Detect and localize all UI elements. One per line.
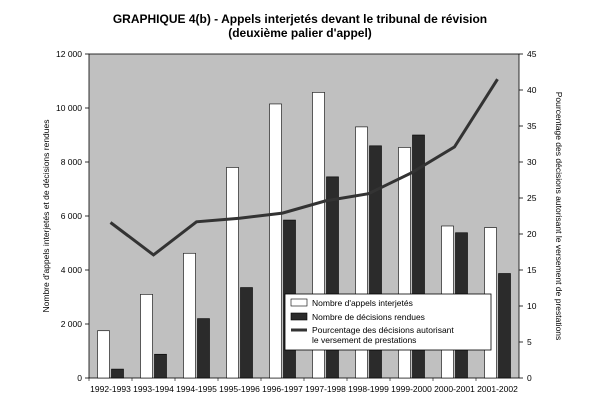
y-tick-label: 6 000	[60, 211, 82, 221]
x-tick-label: 2001-2002	[477, 384, 518, 394]
legend-label-pourcentage-line2: le versement de prestations	[312, 335, 417, 345]
y2-tick-label: 0	[527, 373, 532, 383]
y-axis-label: Nombre d'appels interjetés et de décisions rendues	[41, 119, 51, 313]
y-tick-label: 8 000	[60, 157, 82, 167]
legend-label-pourcentage-line1: Pourcentage des décisions autorisant	[312, 325, 454, 335]
y2-tick-label: 30	[527, 157, 537, 167]
bar-appels-interjetes	[227, 167, 239, 378]
y-tick-label: 10 000	[56, 103, 82, 113]
y2-tick-label: 25	[527, 193, 537, 203]
chart-title: GRAPHIQUE 4(b) - Appels interjetés devant le tribunal de révision	[112, 12, 488, 26]
y-tick-label: 2 000	[60, 319, 82, 329]
legend-swatch-appels	[291, 299, 307, 306]
y2-tick-label: 35	[527, 121, 537, 131]
x-tick-label: 1998-1999	[348, 384, 389, 394]
y2-axis-label: Pourcentage des décisions autorisant le versement de prestations	[554, 91, 564, 341]
bar-decisions-rendues	[241, 288, 253, 378]
x-tick-label: 1994-1995	[176, 384, 217, 394]
y2-tick-label: 10	[527, 301, 537, 311]
bar-decisions-rendues	[155, 354, 167, 378]
y2-tick-label: 45	[527, 49, 537, 59]
x-tick-label: 1995-1996	[219, 384, 260, 394]
y2-tick-label: 20	[527, 229, 537, 239]
y2-tick-label: 5	[527, 337, 532, 347]
legend-label-decisions: Nombre de décisions rendues	[312, 312, 425, 322]
x-tick-label: 1993-1994	[133, 384, 174, 394]
chart-subtitle: (deuxième palier d'appel)	[228, 26, 372, 40]
x-tick-label: 1999-2000	[391, 384, 432, 394]
legend-label-appels: Nombre d'appels interjetés	[312, 298, 413, 308]
legend-swatch-decisions	[291, 313, 307, 320]
bar-appels-interjetes	[141, 294, 153, 378]
x-tick-label: 1996-1997	[262, 384, 303, 394]
y-tick-label: 12 000	[56, 49, 82, 59]
bar-appels-interjetes	[98, 331, 110, 378]
y-tick-label: 4 000	[60, 265, 82, 275]
bar-appels-interjetes	[184, 253, 196, 378]
y-tick-label: 0	[77, 373, 82, 383]
bar-decisions-rendues	[198, 319, 210, 378]
y2-tick-label: 15	[527, 265, 537, 275]
bar-appels-interjetes	[270, 104, 282, 378]
x-tick-label: 1992-1993	[90, 384, 131, 394]
bar-decisions-rendues	[499, 274, 511, 378]
x-tick-label: 2000-2001	[434, 384, 475, 394]
bar-decisions-rendues	[112, 369, 124, 378]
y2-tick-label: 40	[527, 85, 537, 95]
x-tick-label: 1997-1998	[305, 384, 346, 394]
